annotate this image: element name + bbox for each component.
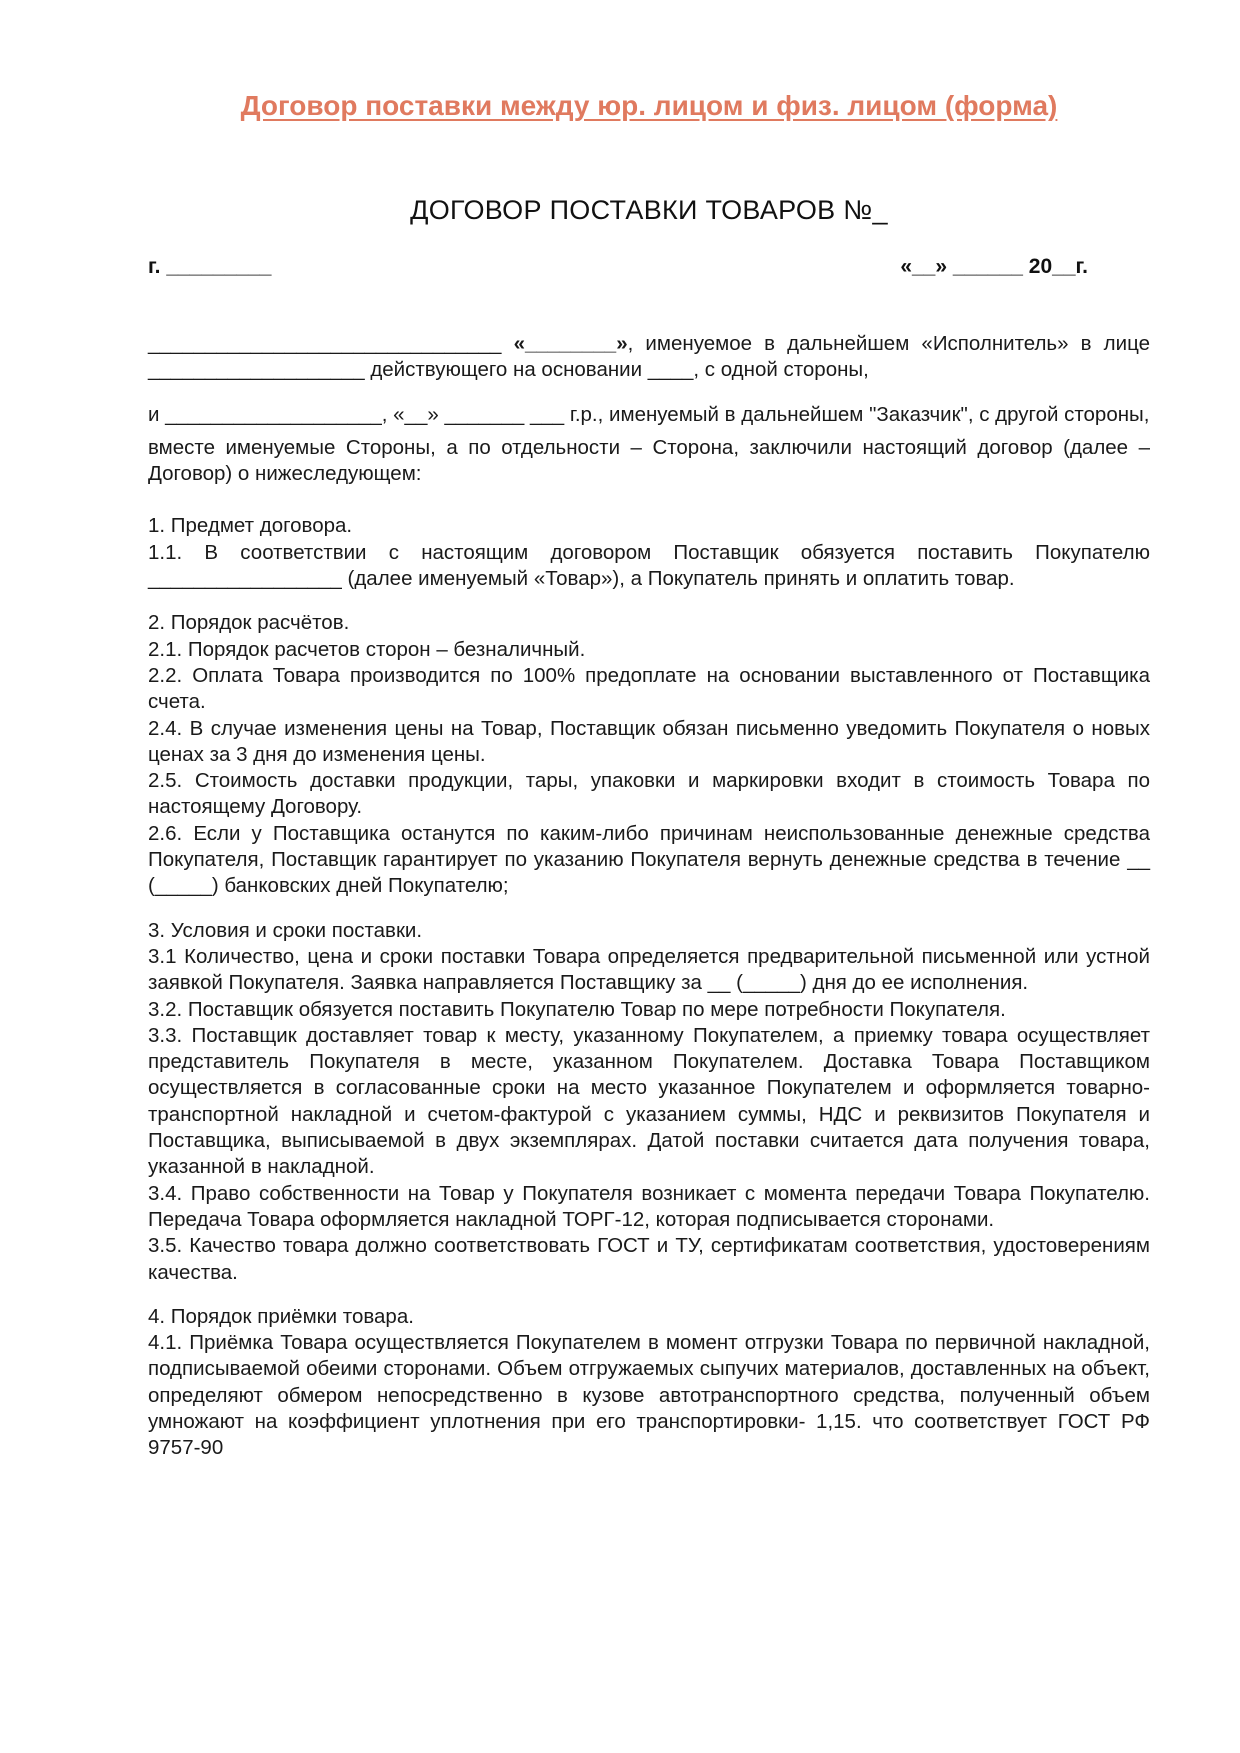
executor-blank: _______________________________ (148, 332, 514, 355)
document-title-link[interactable]: Договор поставки между юр. лицом и физ. лицом (форма) (240, 90, 1058, 121)
clause: 1.1. В соответствии с настоящим договором Поставщик обязуется поставить Покупателю _________________ (далее именуемый «Товар»), а Покупатель принять и оплатить товар. (148, 540, 1150, 591)
executor-paragraph (148, 331, 1150, 384)
clause: 4.1. Приёмка Товара осуществляется Покупателем в момент отгрузки Товара по первичной накладной, подписываемой обеими сторонами. Объем отгружаемых сыпучих материалов, доставленных на объект, определяют обмером непосредственно в кузове автотранспортного средства, полученный объем умножают на коэффициент уплотнения при его транспортировки- 1,15. что соответствует ГОСТ РФ 9757-90 (148, 1331, 1150, 1460)
clause: 2.2. Оплата Товара производится по 100% предоплате на основании выставленного от Поставщика счета. (148, 663, 1150, 714)
section-title: 2. Порядок расчётов. (148, 611, 350, 635)
clause: 2.6. Если у Поставщика останутся по каким-либо причинам неиспользованные денежные средства Покупателя, Поставщик гарантирует по указанию Покупателя вернуть денежные средства в течение __ (_____) банковских дней Покупателю; (148, 821, 1150, 898)
executor-text: , именуемое в дальнейшем «Исполнитель» в лице ___________________ действующего на основании ____, с одной стороны, (148, 332, 1150, 382)
clause: 3.3. Поставщик доставляет товар к месту, указанному Покупателем, а приемку товара осуществляет представитель Покупателя в месте, указанном Покупателем. Доставка Товара Поставщиком осуществляется в согласованные сроки на место указанное Покупателем и оформляется товарно-транспортной накладной и счетом-фактурой с указанием суммы, НДС и реквизитов Покупателя и Поставщика, выписываемой в двух экземплярах. Датой поставки считается дата получения товара, указанной в накладной. (148, 1023, 1150, 1179)
section-title: 3. Условия и сроки поставки. (148, 918, 423, 942)
customer-paragraph: и ___________________, «__» _______ ___ г.р., именуемый в дальнейшем "Заказчик", с другой стороны, (148, 402, 1150, 426)
clause: 3.2. Поставщик обязуется поставить Покупателю Товар по мере потребности Покупателя. (148, 997, 1006, 1021)
section-title: 4. Порядок приёмки товара. (148, 1304, 414, 1328)
clause: 3.1 Количество, цена и сроки поставки Товара определяется предварительной письменной или устной заявкой Покупателя. Заявка направляется Поставщику за __ (_____) дня до ее исполнения. (148, 944, 1150, 995)
city-field: г. _________ (148, 255, 272, 278)
document-page (148, 0, 1150, 1753)
clause: 2.5. Стоимость доставки продукции, тары, упаковки и маркировки входит в стоимость Товара по настоящему Договору. (148, 769, 1150, 819)
section-title: 1. Предмет договора. (148, 514, 353, 538)
contract-body (148, 331, 1150, 1462)
clause: 3.5. Качество товара должно соответствовать ГОСТ и ТУ, сертификатам соответствия, удостоверениям качества. (148, 1234, 1150, 1284)
clause: 2.1. Порядок расчетов сторон – безналичный. (148, 637, 586, 661)
parties-together-paragraph: вместе именуемые Стороны, а по отдельности – Сторона, заключили настоящий договор (далее – Договор) о нижеследующем: (148, 435, 1150, 486)
contract-title: ДОГОВОР ПОСТАВКИ ТОВАРОВ №_ (410, 195, 888, 225)
clause: 2.4. В случае изменения цены на Товар, Поставщик обязан письменно уведомить Покупателя о новых ценах за 3 дня до изменения цены. (148, 716, 1150, 766)
date-field: «__» ______ 20__г. (900, 255, 1088, 278)
clause: 3.4. Право собственности на Товар у Покупателя возникает с момента передачи Товара Покупателю. Передача Товара оформляется накладной ТОРГ-12, которая подписывается сторонами. (148, 1181, 1150, 1231)
executor-name-blank: «________» (513, 332, 628, 355)
